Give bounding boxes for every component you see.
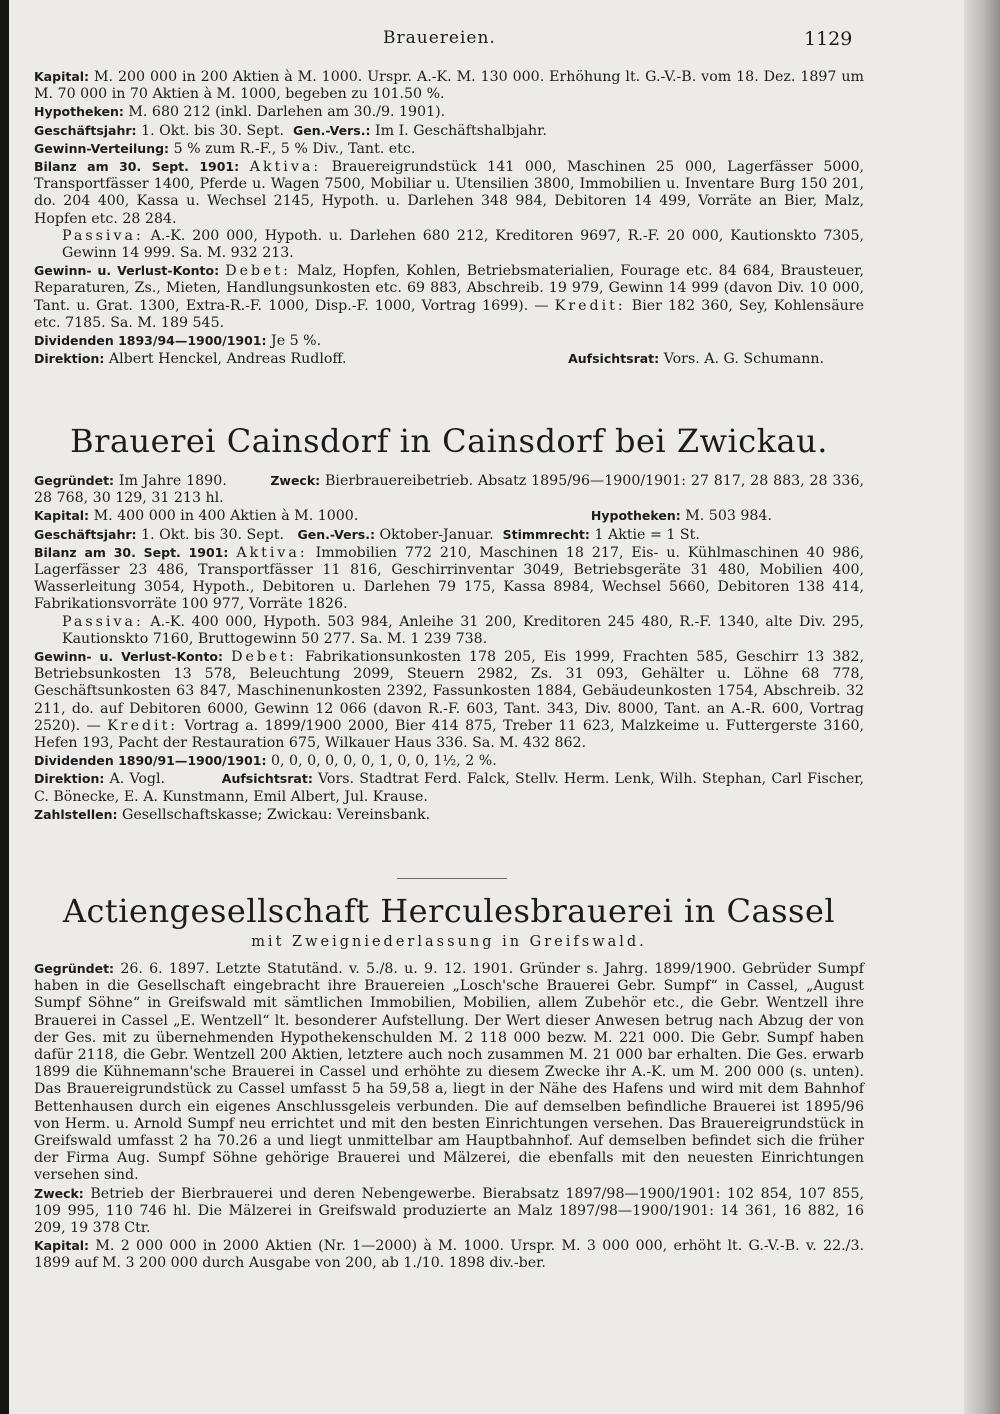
text-geschaeftsjahr: 1. Okt. bis 30. Sept.	[141, 122, 284, 139]
label-zweck: Zweck:	[270, 473, 321, 488]
label-zweck: Zweck:	[34, 1185, 84, 1201]
text-aktiva: Brauereigrundstück 141 000, Maschinen 25 000, Lagerfässer 5000, Transportfässer 1400, Pferde u. Wagen 7500, Mobiliar u. Utensilien 3800, Immobilien u. Inventare Burg 150 201, do. 204 400, Kassa u. Wechsel 2145, Hypoth. u. Darlehen 348 984, Debitoren 14 499, Vorräte an Bier, Malz, Hopfen etc. 28 284.	[34, 159, 864, 227]
text-dividenden: 0, 0, 0, 0, 0, 0, 1, 0, 0, 1½, 2 %.	[271, 753, 497, 770]
entry-bilanz	[34, 544, 864, 648]
text-zahlstellen: Gesellschaftskasse; Zwickau: Vereinsbank.	[122, 806, 431, 823]
label-dividenden: Dividenden 1890/91—1900/1901:	[34, 753, 267, 769]
text-gegruendet: Im Jahre 1890.	[118, 473, 227, 489]
text-debet: Fabrikationsunkosten 178 205, Eis 1999, Frachten 585, Geschirr 13 382, Betriebsunkosten 13 578, Beleuchtung 2099, Steuern 2982, Zs. 31 093, Gehälter u. Löhne 68 778, Geschäftsunkosten 63 847, Maschinenunkosten 2392, Fassunkosten 1884, Gebäudeunkosten 1754, Abschreib. 32 211, do. auf Debitoren 6000, Gewinn 12 066 (davon R.-F. 603, Tant. 343, Div. 8000, Tant. an A.-R. 600, Vortrag 2520). —	[34, 649, 864, 734]
page-number: 1129	[804, 28, 853, 50]
entry-guv	[34, 648, 864, 752]
entry-kapital-hypotheken	[34, 507, 864, 525]
entry-gegruendet	[34, 472, 864, 507]
label-passiva: Passiva:	[62, 227, 144, 244]
entry-zweck	[34, 1185, 864, 1238]
label-stimmrecht: Stimmrecht:	[502, 526, 590, 542]
label-kapital: Kapital:	[34, 1238, 90, 1254]
label-hypotheken: Hypotheken:	[590, 508, 681, 524]
text-hypotheken: M. 680 212 (inkl. Darlehen am 30./9. 1901).	[128, 104, 446, 121]
text-geschaeftsjahr: 1. Okt. bis 30. Sept.	[141, 526, 284, 543]
text-genvers: Oktober-Januar.	[379, 526, 494, 543]
entry-gewinnverteilung	[34, 140, 864, 158]
text-gewinnverteilung: 5 % zum R.-F., 5 % Div., Tant. etc.	[173, 140, 416, 157]
entry-hypotheken	[34, 103, 864, 121]
label-bilanz: Bilanz am 30. Sept. 1901:	[34, 544, 229, 560]
section-herculesbrauerei	[34, 892, 864, 1273]
scan-left-edge	[0, 0, 9, 1414]
label-guv: Gewinn- u. Verlust-Konto:	[34, 649, 224, 665]
label-genvers: Gen.-Vers.:	[293, 122, 371, 138]
section-brauerei-cainsdorf	[34, 422, 864, 824]
label-debet: Debet:	[231, 649, 297, 666]
running-head	[0, 28, 1000, 50]
label-hypotheken: Hypotheken:	[34, 104, 124, 120]
text-stimmrecht: 1 Aktie = 1 St.	[594, 526, 700, 543]
entry-kapital	[34, 1237, 864, 1272]
entry-gegruendet	[34, 960, 864, 1185]
scan-right-edge	[964, 0, 1000, 1414]
text-debet: Malz, Hopfen, Kohlen, Betriebsmaterialien, Fourage etc. 84 684, Brausteuer, Reparaturen, Zs., Mieten, Handlungsunkosten etc. 69 883, Abschreib. 19 979, Gewinn 14 999 (davon Div. 10 000, Tant. u. Grat. 1300, Extra-R.-F. 1000, Disp.-F. 1000, Vortrag 1699). —	[34, 263, 865, 314]
text-kredit: Bier 182 360, Sey, Kohlensäure etc. 7185. Sa. M. 189 545.	[34, 297, 864, 331]
heading-cainsdorf: Brauerei Cainsdorf in Cainsdorf bei Zwickau.	[70, 422, 828, 460]
heading-herculesbrauerei: Actiengesellschaft Herculesbrauerei in Cassel	[62, 892, 836, 930]
label-kapital: Kapital:	[34, 69, 90, 84]
label-aufsichtsrat: Aufsichtsrat:	[221, 771, 313, 787]
text-hypotheken: M. 503 984.	[685, 508, 772, 525]
label-direktion: Direktion:	[34, 771, 105, 787]
text-gegruendet: 26. 6. 1897. Letzte Statutänd. v. 5./8. u. 9. 12. 1901. Gründer s. Jahrg. 1899/1900. Gebrüder Sumpf haben in die Gesellschaft eingebracht ihre Brauereien „Losch'sche Brauerei Gebr. Sumpf“ in Cassel, „August Sumpf Söhne“ in Greifswald mit sämtlichen Immobilien, Mobilien, allem Zubehör etc., die Gebr. Wentzell ihre Brauerei in Cassel „E. Wentzell“ lt. besonderer Aufstellung. Der Wert dieser Anwesen betrug nach Abzug der von der Ges. mit zu übernehmenden Hypothekenschulden M. 2 118 000 bezw. M. 221 000. Die Gebr. Sumpf haben dafür 2118, die Gebr. Wentzell 200 Aktien, letztere auch noch zusammen M. 21 000 bar erhalten. Die Ges. erwarb 1899 die Kühnemann'sche Brauerei in Cassel und erhöhte zu diesem Zwecke ihr A.-K. um M. 200 000 (s. unten). Das Brauereigrundstück zu Cassel umfasst 5 ha 59,58 a, liegt in der Nähe des Hafens und wird mit dem Bahnhof Bettenhausen durch ein eigenes Anschlussgeleis verbunden. Die auf demselben befindliche Brauerei ist 1895/96 von Herm. u. Arnold Sumpf neu errichtet und mit den besten Einrichtungen versehen. Das Brauereigrundstück in Greifswald umfasst 2 ha 70.26 a und liegt unmittelbar am Hauptbahnhof. Auf demselben befindet sich die früher der Firma Aug. Sumpf Söhne gehörige Brauerei und Mälzerei, die ebenfalls mit den neuesten Einrichtungen versehen sind.	[34, 961, 864, 1184]
label-kredit: Kredit:	[554, 297, 626, 314]
text-kapital: M. 400 000 in 400 Aktien à M. 1000.	[93, 508, 359, 525]
running-head-title: Brauereien.	[383, 28, 496, 48]
text-passiva: A.-K. 200 000, Hypoth. u. Darlehen 680 212, Kreditoren 9697, R.-F. 20 000, Kautionskto 7305, Gewinn 14 999. Sa. M. 932 213.	[62, 227, 864, 262]
text-genvers: Im I. Geschäftshalbjahr.	[375, 122, 547, 139]
section-divider	[397, 878, 507, 879]
entry-kapital	[34, 68, 864, 103]
label-zahlstellen: Zahlstellen:	[34, 806, 118, 822]
subheading-herculesbrauerei: mit Zweigniederlassung in Greifswald.	[251, 934, 647, 950]
entry-geschaeftsjahr	[34, 122, 864, 140]
entry-direktion	[34, 350, 864, 368]
label-gewinnverteilung: Gewinn-Verteilung:	[34, 140, 170, 156]
label-aktiva: Aktiva:	[249, 159, 322, 176]
text-aktiva: Immobilien 772 210, Maschinen 18 217, Eis- u. Kühlmaschinen 40 986, Lagerfässer 23 486, Transportfässer 11 816, Geschirrinventar 3049, Betriebsgeräte 31 480, Mobilien 400, Wasserleitung 3054, Hypoth., Debitoren u. Darlehen 79 175, Kassa 8984, Wechsel 5660, Debitoren 138 414, Fabrikationsvorräte 100 977, Vorräte 1826.	[34, 544, 865, 613]
label-direktion: Direktion:	[34, 351, 105, 367]
text-zweck: Bierbrauereibetrieb. Absatz 1895/96—1900/1901: 27 817, 28 883, 28 336, 28 768, 30 129, 31 213 hl.	[34, 473, 864, 507]
entry-dividenden	[34, 752, 864, 770]
text-direktion: Albert Henckel, Andreas Rudloff.	[108, 351, 347, 368]
text-dividenden: Je 5 %.	[271, 333, 322, 350]
text-kredit: Vortrag a. 1899/1900 2000, Bier 414 875, Treber 11 623, Malzkeime u. Futtergerste 3160, Hefen 193, Pacht der Restauration 675, Wilkauer Haus 336. Sa. M. 432 862.	[34, 717, 864, 752]
text-zweck: Betrieb der Bierbrauerei und deren Nebengewerbe. Bierabsatz 1897/98—1900/1901: 102 854, 107 855, 109 995, 110 746 hl. Die Mälzerei in Greifswald produzierte an Malz 1897/98—1900/1901: 14 361, 16 882, 16 209, 19 378 Ctr.	[34, 1185, 864, 1237]
label-kapital: Kapital:	[34, 508, 90, 524]
entry-direktion	[34, 770, 864, 805]
text-direktion: A. Vogl.	[109, 771, 166, 788]
label-dividenden: Dividenden 1893/94—1900/1901:	[34, 333, 267, 349]
label-bilanz: Bilanz am 30. Sept. 1901:	[34, 159, 240, 175]
text-aufsichtsrat: Vors. A. G. Schumann.	[663, 351, 824, 368]
label-kredit: Kredit:	[107, 717, 179, 734]
label-gegruendet: Gegründet:	[34, 473, 115, 488]
label-genvers: Gen.-Vers.:	[297, 526, 375, 542]
entry-guv	[34, 262, 864, 332]
text-kapital: M. 200 000 in 200 Aktien à M. 1000. Urspr. A.-K. M. 130 000. Erhöhung lt. G.-V.-B. vom 18. Dez. 1897 um M. 70 000 in 70 Aktien à M. 1000, begeben zu 101.50 %.	[34, 69, 864, 103]
label-gegruendet: Gegründet:	[34, 961, 115, 976]
text-aufsichtsrat: Vors. Stadtrat Ferd. Falck, Stellv. Herm. Lenk, Wilh. Stephan, Carl Fischer, C. Bönecke, E. A. Kunstmann, Emil Albert, Jul. Krause.	[34, 771, 864, 805]
entry-dividenden	[34, 332, 864, 350]
label-geschaeftsjahr: Geschäftsjahr:	[34, 122, 137, 138]
label-passiva: Passiva:	[62, 613, 144, 630]
entry-zahlstellen	[34, 806, 864, 824]
section-previous-brewery	[34, 68, 864, 368]
entry-geschaeftsjahr	[34, 526, 864, 544]
label-aufsichtsrat: Aufsichtsrat:	[568, 351, 660, 367]
entry-bilanz	[34, 158, 864, 262]
label-guv: Gewinn- u. Verlust-Konto:	[34, 263, 220, 279]
text-passiva: A.-K. 400 000, Hypoth. 503 984, Anleihe 31 200, Kreditoren 245 480, R.-F. 1340, alte Div. 295, Kautionskto 7160, Bruttogewinn 50 277. Sa. M. 1 239 738.	[62, 613, 864, 647]
label-aktiva: Aktiva:	[236, 544, 308, 561]
text-kapital: M. 2 000 000 in 2000 Aktien (Nr. 1—2000) à M. 1000. Urspr. M. 3 000 000, erhöht lt. G.-V.-B. v. 22./3. 1899 auf M. 3 200 000 durch Ausgabe von 200, ab 1./10. 1898 div.-ber.	[34, 1238, 864, 1272]
label-geschaeftsjahr: Geschäftsjahr:	[34, 526, 137, 542]
label-debet: Debet:	[225, 263, 291, 280]
